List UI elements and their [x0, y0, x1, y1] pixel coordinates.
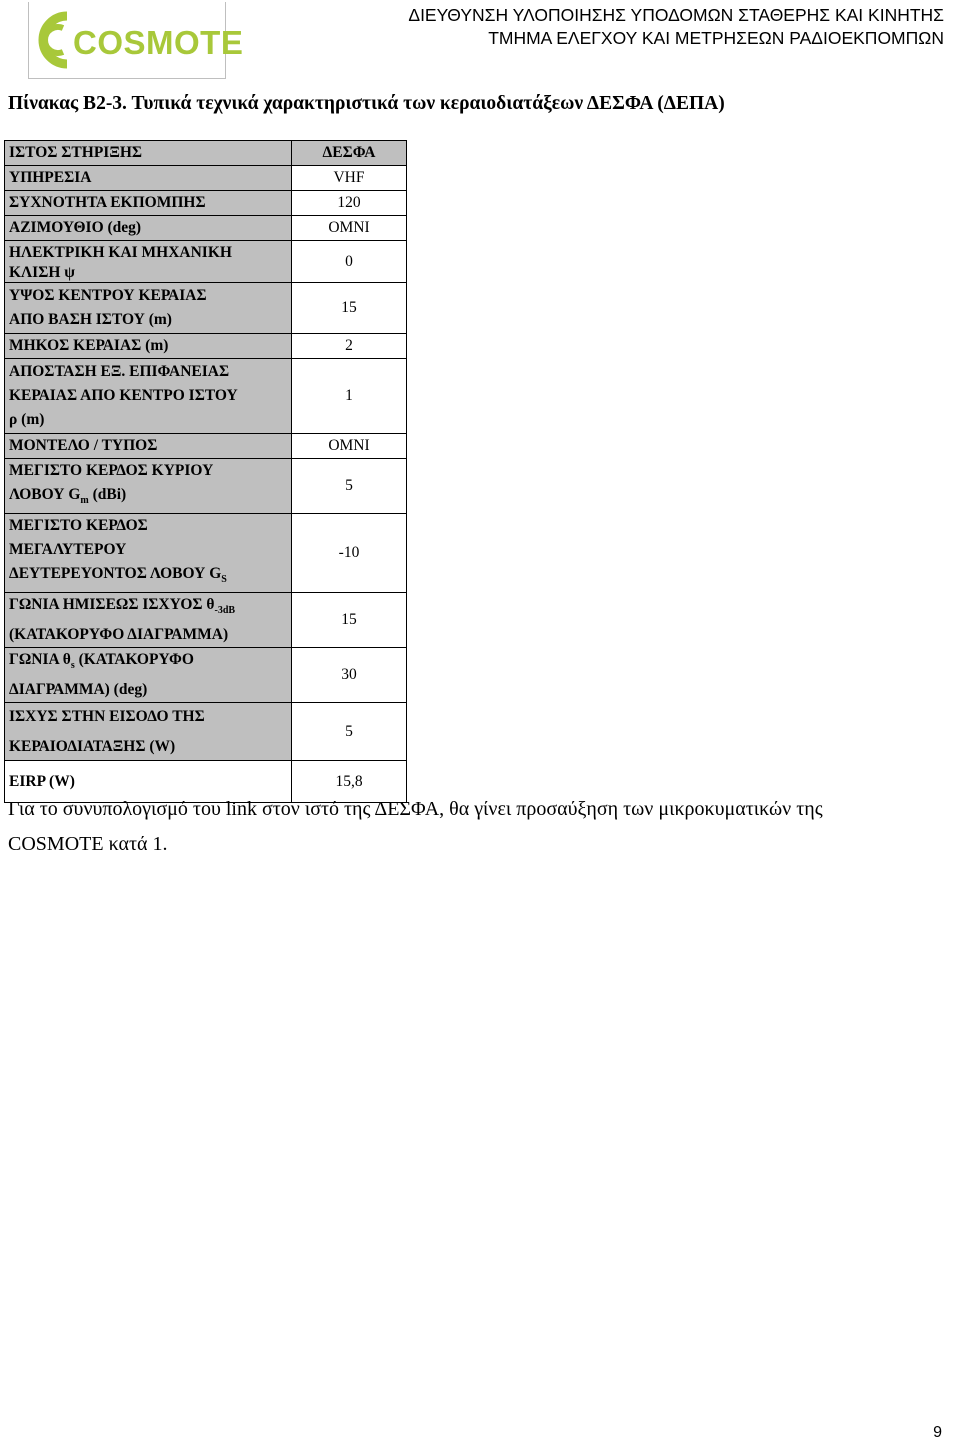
table-row [5, 648, 407, 703]
table-row [5, 703, 407, 761]
table-title: Πίνακας Β2-3. Τυπικά τεχνικά χαρακτηριστικά των κεραιοδιατάξεων ΔΕΣΦΑ (ΔΕΠΑ) [8, 93, 725, 114]
row-label [5, 514, 292, 593]
label-line: ΙΣΧΥΣ ΣΤΗΝ ΕΙΣΟΔΟ ΤΗΣ [9, 707, 205, 725]
label-text: (ΚΑΤΑΚΟΡΥΦΟ [74, 651, 194, 669]
label-text: ΓΩΝΙΑ θ [9, 651, 71, 669]
table-row [5, 141, 407, 166]
label-line [9, 562, 287, 592]
page-number: 9 [933, 1424, 942, 1441]
label-line: ΚΛΙΣΗ ψ [9, 263, 75, 281]
label-line: ΜΕΓΙΣΤΟ ΚΕΡΔΟΣ ΚΥΡΙΟΥ [9, 462, 214, 479]
label-line [9, 648, 287, 678]
spec-table [4, 140, 407, 803]
label-line: ΑΠΟ ΒΑΣΗ ΙΣΤΟΥ (m) [9, 311, 172, 328]
logo [28, 2, 244, 79]
row-label [5, 648, 292, 703]
subscript: m [80, 495, 89, 507]
table-row [5, 283, 407, 334]
row-value: 15 [292, 283, 407, 334]
note-line-2: COSMOTE κατά 1. [8, 833, 168, 855]
table-row [5, 166, 407, 191]
label-line: ΑΠΟΣΤΑΣΗ ΕΞ. ΕΠΙΦΑΝΕΙΑΣ [9, 363, 230, 380]
row-label [5, 703, 292, 761]
label-line: ΔΙΑΓΡΑΜΜΑ) (deg) [9, 681, 148, 699]
label-line: ΥΨΟΣ ΚΕΝΤΡΟΥ ΚΕΡΑΙΑΣ [9, 287, 207, 304]
row-value: 15,8 [292, 761, 407, 803]
row-label: ΙΣΤΟΣ ΣΤΗΡΙΞΗΣ [5, 141, 292, 166]
row-value: 5 [292, 703, 407, 761]
label-text: ΓΩΝΙΑ ΗΜΙΣΕΩΣ ΙΣΧΥΟΣ θ [9, 596, 215, 614]
table-row [5, 359, 407, 434]
label-text: ΛΟΒΟΥ G [9, 486, 81, 503]
subscript: S [221, 574, 227, 586]
table-row [5, 459, 407, 514]
note-line-1: Για το συνυπολογισμό του link στον ιστό της ΔΕΣΦΑ, θα γίνει προσαύξηση των μικροκυματικών της [8, 798, 823, 820]
header-line-2: ΤΜΗΜΑ ΕΛΕΓΧΟΥ ΚΑΙ ΜΕΤΡΗΣΕΩΝ ΡΑΔΙΟΕΚΠΟΜΠΩΝ [488, 28, 944, 48]
table-row [5, 191, 407, 216]
row-value: 5 [292, 459, 407, 514]
row-label [5, 593, 292, 648]
row-label: ΜΟΝΤΕΛΟ / ΤΥΠΟΣ [5, 434, 292, 459]
row-value: 120 [292, 191, 407, 216]
label-line: ΚΕΡΑΙΑΣ ΑΠΟ ΚΕΝΤΡΟ ΙΣΤΟΥ [9, 387, 238, 404]
label-line [9, 593, 287, 623]
row-label: ΑΖΙΜΟΥΘΙΟ (deg) [5, 216, 292, 241]
label-line [9, 483, 287, 513]
table-row [5, 434, 407, 459]
label-text: (dBi) [88, 486, 127, 503]
row-label: ΥΠΗΡΕΣΙΑ [5, 166, 292, 191]
row-value: OMNI [292, 216, 407, 241]
row-label: ΜΗΚΟΣ ΚΕΡΑΙΑΣ (m) [5, 334, 292, 359]
label-line: ΜΕΓΙΣΤΟ ΚΕΡΔΟΣ [9, 517, 148, 535]
row-label [5, 359, 292, 434]
label-line: (ΚΑΤΑΚΟΡΥΦΟ ΔΙΑΓΡΑΜΜΑ) [9, 626, 229, 644]
label-line: ρ (m) [9, 411, 45, 428]
logo-text: COSMOTE [73, 24, 244, 61]
table-row [5, 593, 407, 648]
row-label [5, 459, 292, 514]
label-text: ΔΕΥΤΕΡΕΥΟΝΤΟΣ ΛΟΒΟΥ G [9, 565, 222, 583]
row-label [5, 241, 292, 283]
table-row [5, 241, 407, 283]
label-line: ΜΕΓΑΛΥΤΕΡΟΥ [9, 541, 127, 559]
row-value: 30 [292, 648, 407, 703]
table-row [5, 514, 407, 593]
row-value: 1 [292, 359, 407, 434]
row-value: OMNI [292, 434, 407, 459]
row-value: VHF [292, 166, 407, 191]
note-paragraph [8, 792, 968, 862]
subscript: -3dB [214, 605, 236, 617]
table-row [5, 216, 407, 241]
cosmote-logo-icon [33, 8, 244, 72]
row-value: 2 [292, 334, 407, 359]
header-line-1: ΔΙΕΥΘΥΝΣΗ ΥΛΟΠΟΙΗΣΗΣ ΥΠΟΔΟΜΩΝ ΣΤΑΘΕΡΗΣ ΚΑΙ ΚΙΝΗΤΗΣ [408, 5, 944, 25]
row-value: ΔΕΣΦΑ [292, 141, 407, 166]
subscript: s [70, 660, 75, 672]
table-row [5, 334, 407, 359]
row-label: EIRP (W) [5, 761, 292, 803]
document-header [408, 4, 944, 50]
row-value: 0 [292, 241, 407, 283]
row-value: 15 [292, 593, 407, 648]
label-line: ΚΕΡΑΙΟΔΙΑΤΑΞΗΣ (W) [9, 737, 176, 755]
row-label [5, 283, 292, 334]
row-value: -10 [292, 514, 407, 593]
row-label: ΣΥΧΝΟΤΗΤΑ ΕΚΠΟΜΠΗΣ [5, 191, 292, 216]
label-line: ΗΛΕΚΤΡΙΚΗ ΚΑΙ ΜΗΧΑΝΙΚΗ [9, 243, 232, 261]
